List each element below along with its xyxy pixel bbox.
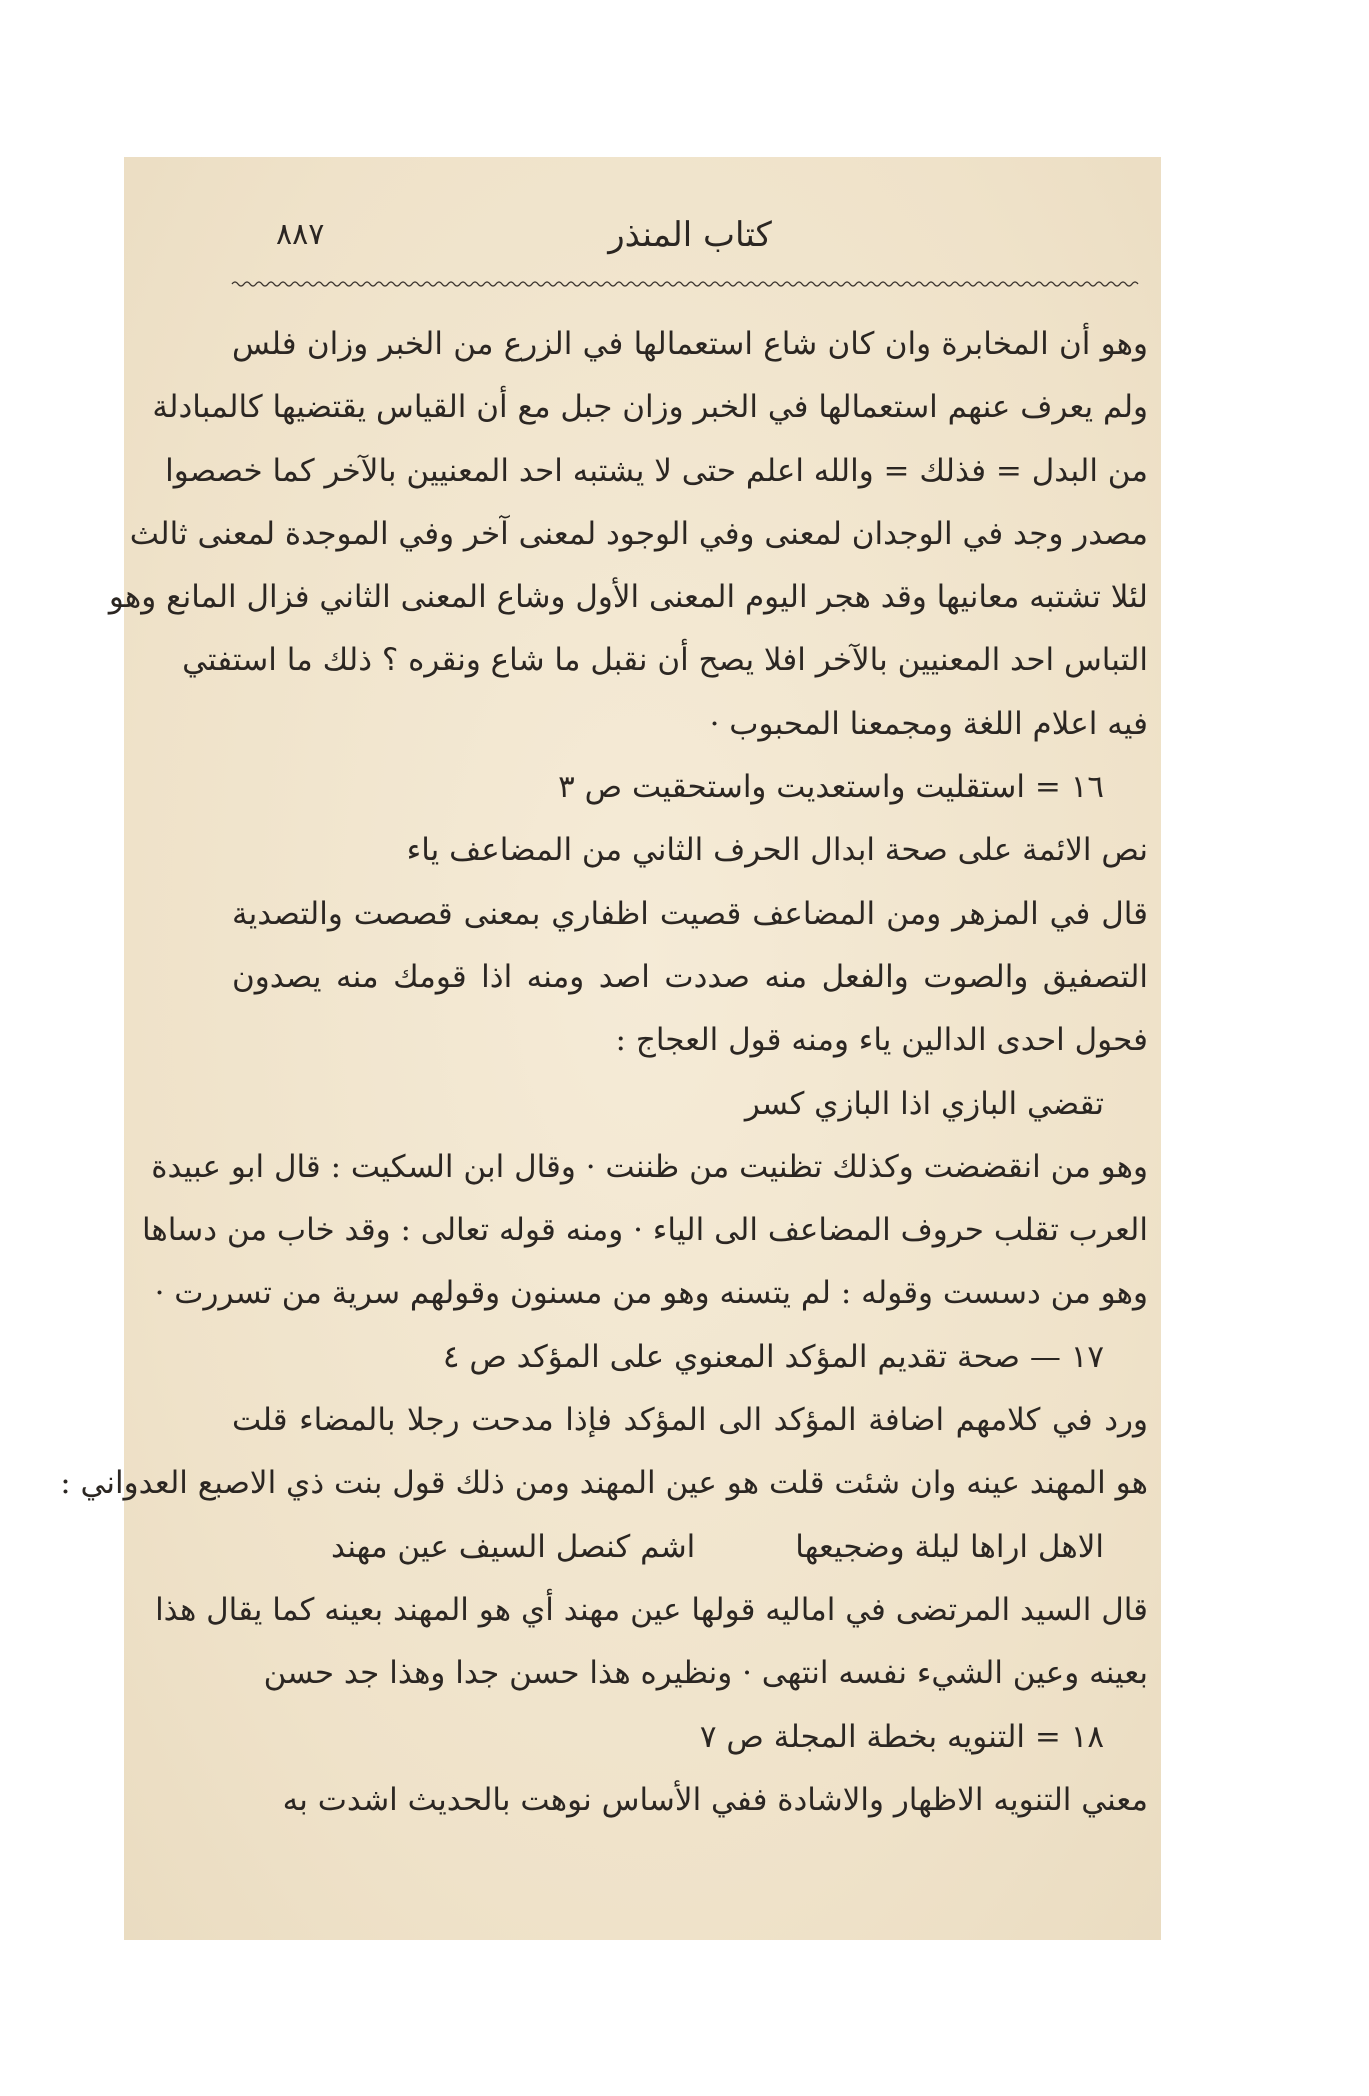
page-body (60, 313, 1148, 1832)
text-line: نص الائمة على صحة ابدال الحرف الثاني من المضاعف ياء (406, 832, 1148, 869)
text-line: وهو من انقضضت وكذلك تظنيت من ظننت · وقال ابن السكيت : قال ابو عبيدة (151, 1148, 1148, 1185)
quoted-verse: تقضي البازي اذا البازي كسر (744, 1085, 1104, 1122)
page-number: ٨٨٧ (276, 217, 325, 252)
text-line: وهو من دسست وقوله : لم يتسنه وهو من مسنون وقولهم سرية من تسررت · (154, 1275, 1148, 1312)
header-wavy-rule (232, 279, 1142, 289)
text-line: قال السيد المرتضى في اماليه قولها عين مهند أي هو المهند بعينه كما يقال هذا (155, 1591, 1148, 1628)
book-page (60, 205, 1148, 1818)
verse-second-hemistich: اشم كنصل السيف عين مهند (331, 1528, 696, 1565)
text-line: بعينه وعين الشيء نفسه انتهى · ونظيره هذا حسن جدا وهذا جد حسن (263, 1655, 1148, 1692)
section-heading-17: ١٧ — صحة تقديم المؤكد المعنوي على المؤكد ص ٤ (442, 1338, 1104, 1375)
text-line: التصفيق والصوت والفعل منه صددت اصد ومنه اذا قومك منه يصدون (232, 958, 1148, 995)
verse-first-hemistich: الاهل اراها ليلة وضجيعها (795, 1528, 1104, 1565)
text-line: ورد في كلامهم اضافة المؤكد الى المؤكد فإذا مدحت رجلا بالمضاء قلت (232, 1402, 1148, 1439)
section-heading-16: ١٦ = استقليت واستعديت واستحقيت ص ٣ (558, 769, 1104, 806)
text-line: قال في المزهر ومن المضاعف قصيت اظفاري بمعنى قصصت والتصدية (232, 895, 1148, 932)
text-line: هو المهند عينه وان شئت قلت هو عين المهند ومن ذلك قول بنت ذي الاصبع العدواني : (60, 1465, 1148, 1502)
text-line: معني التنويه الاظهار والاشادة ففي الأساس نوهت بالحديث اشدت به (282, 1781, 1148, 1818)
text-line: فحول احدى الدالين ياء ومنه قول العجاج : (615, 1022, 1148, 1059)
text-line: لئلا تشتبه معانيها وقد هجر اليوم المعنى الأول وشاع المعنى الثاني فزال المانع وهو (108, 579, 1148, 616)
verse-couplet (232, 1516, 1148, 1579)
text-line: ولم يعرف عنهم استعمالها في الخبر وزان جبل مع أن القياس يقتضيها كالمبادلة (152, 389, 1148, 426)
section-heading-18: ١٨ = التنويه بخطة المجلة ص ٧ (699, 1718, 1104, 1755)
running-title: كتاب المنذر (608, 215, 772, 255)
text-line: مصدر وجد في الوجدان لمعنى وفي الوجود لمعنى آخر وفي الموجدة لمعنى ثالث (129, 515, 1148, 552)
text-line: وهو أن المخابرة وان كان شاع استعمالها في الزرع من الخبر وزان فلس (232, 326, 1148, 362)
text-line: من البدل = فذلك = والله اعلم حتى لا يشتبه احد المعنيين بالآخر كما خصصوا (165, 452, 1148, 489)
running-header (232, 205, 1148, 273)
text-line: فيه اعلام اللغة ومجمعنا المحبوب · (709, 705, 1148, 742)
text-line: العرب تقلب حروف المضاعف الى الياء · ومنه قوله تعالى : وقد خاب من دساها (141, 1212, 1148, 1249)
text-line: التباس احد المعنيين بالآخر افلا يصح أن نقبل ما شاع ونقره ؟ ذلك ما استفتي (182, 642, 1148, 679)
